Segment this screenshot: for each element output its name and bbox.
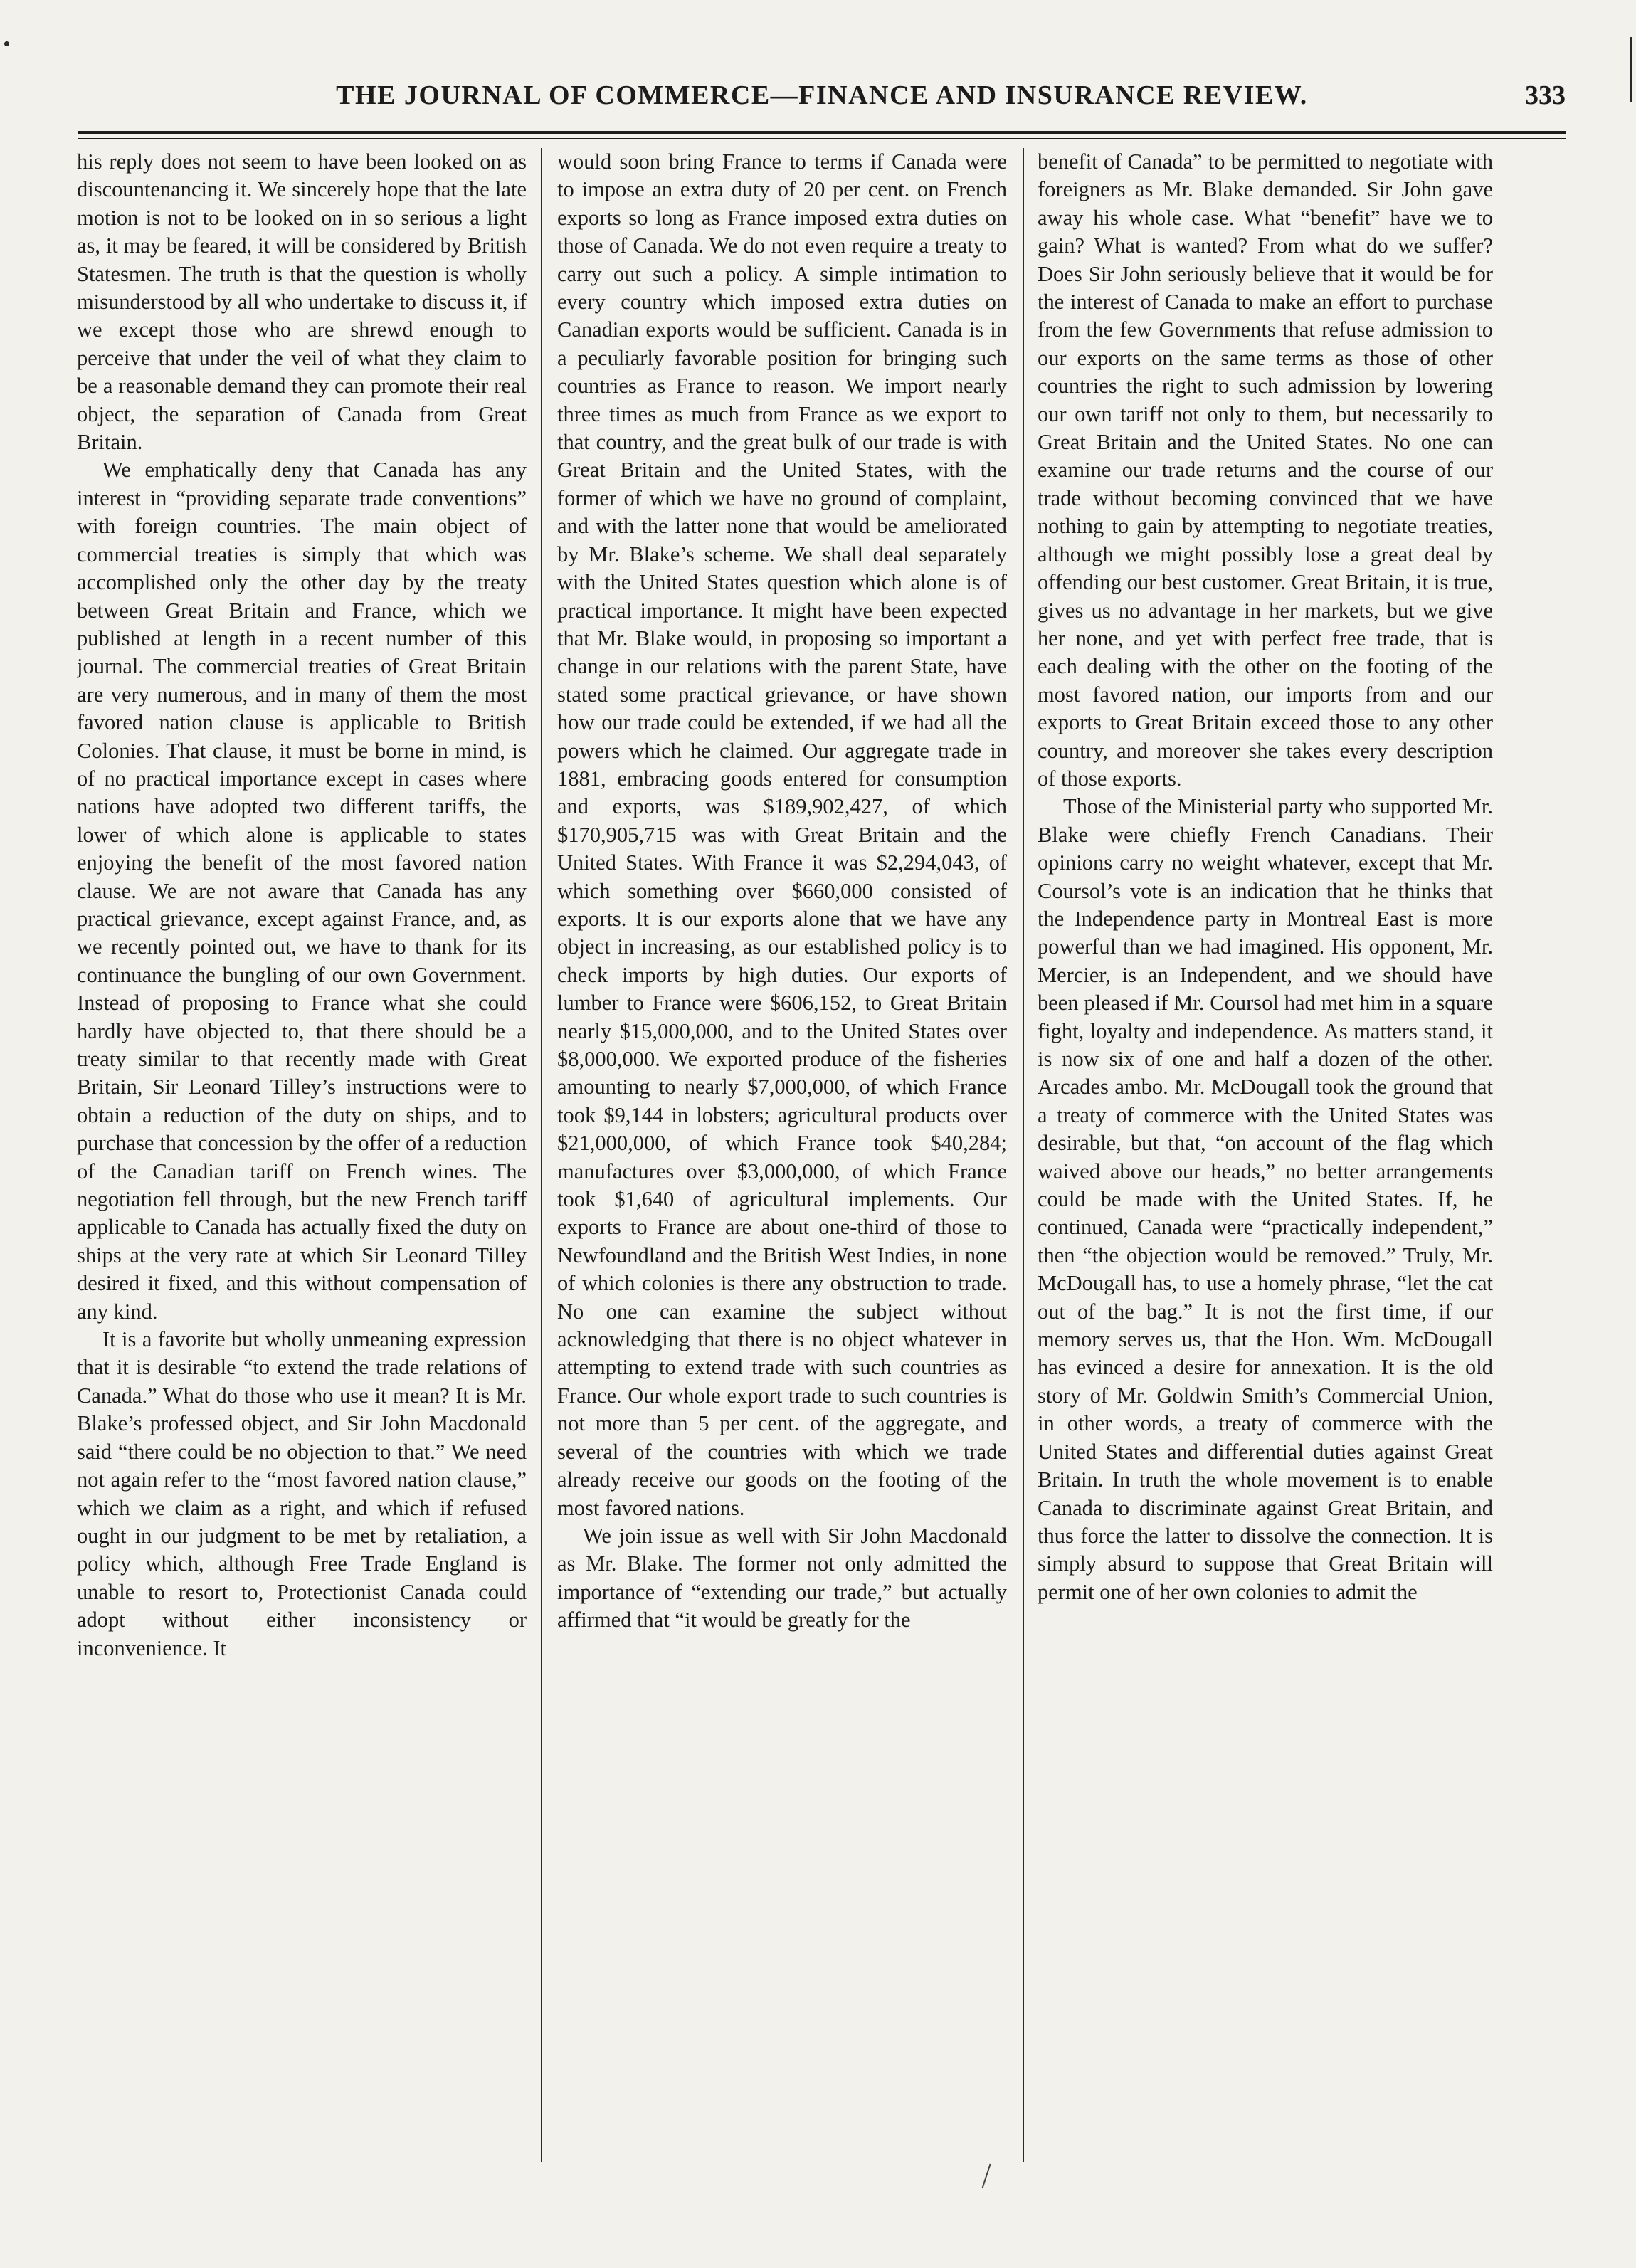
text-column-3 [1038, 148, 1493, 2169]
running-head: THE JOURNAL OF COMMERCE—FINANCE AND INSURANCE REVIEW. [336, 80, 1308, 110]
paragraph: We emphatically deny that Canada has any interest in “providing separate trade conventions” with foreign countries. The main object of commercial treaties is simply that which was accomplished only the other day by the treaty between Great Britain and France, which we published at length in a recent number of this journal. The commercial treaties of Great Britain are very numerous, and in many of them the most favored nation clause is applicable to British Colonies. That clause, it must be borne in mind, is of no practical importance except in cases where nations have adopted two different tariffs, the lower of which alone is applicable to states enjoying the benefit of the most favored nation clause. We are not aware that Canada has any practical grievance, except against France, and, as we recently pointed out, we have to thank for its continuance the bungling of our own Government. Instead of proposing to France what she could hardly have objected to, that there should be a treaty similar to that recently made with Great Britain, Sir Leonard Tilley’s instructions were to obtain a reduction of the duty on ships, and to purchase that concession by the offer of a reduction of the Canadian tariff on French wines. The negotiation fell through, but the new French tariff applicable to Canada has actually fixed the duty on ships at the very rate at which Sir Leonard Tilley desired it fixed, and this without compensation of any kind. [77, 458, 527, 1324]
paragraph: We join issue as well with Sir John Macdonald as Mr. Blake. The former not only admitted the importance of “extending our trade,” but actually affirmed that “it would be greatly for the [557, 1523, 1007, 1633]
paragraph: would soon bring France to terms if Canada were to impose an extra duty of 20 per cent. on French exports so long as France imposed extra duties on those of Canada. We do not even require a treaty to carry out such a policy. A simple intimation to every country which imposed extra duties on Canadian exports would be sufficient. Canada is in a peculiarly favorable position for bringing such countries as France to reason. We import nearly three times as much from France as we export to that country, and the great bulk of our trade is with Great Britain and the United States, with the former of which we have no ground of complaint, and with the latter none that would be ameliorated by Mr. Blake’s scheme. We shall deal separately with the United States question which alone is of practical importance. It might have been expected that Mr. Blake would, in proposing so important a change in our relations with the parent State, have stated some practical grievance, or have shown how our trade could be extended, if we had all the powers which he claimed. Our aggregate trade in 1881, embracing goods entered for consumption and exports, was $189,902,427, of which $170,905,715 was with Great Britain and the United States. With France it was $2,294,043, of which something over $660,000 consisted of exports. It is our exports alone that we have any object in increasing, as our established policy is to check imports by high duties. Our exports of lumber to France were $606,152, to Great Britain nearly $15,000,000, and to the United States over $8,000,000. We exported produce of the fisheries amounting to nearly $7,000,000, of which France took $9,144 in lobsters; agricultural products over $21,000,000, of which France took $40,284; manufactures over $3,000,000, of which France took $1,640 of agricultural implements. Our exports to France are about one-third of those to Newfoundland and the British West Indies, in none of which colonies is there any obstruction to trade. No one can examine the subject without acknowledging that there is no object whatever in attempting to extend trade with such countries as France. Our whole export trade to such countries is not more than 5 per cent. of the aggregate, and several of the countries with which we trade already receive our goods on the footing of the most favored nations. [557, 149, 1007, 1520]
page-edge-mark [1630, 37, 1632, 102]
paragraph: benefit of Canada” to be permitted to negotiate with foreigners as Mr. Blake demanded. Sir John gave away his whole case. What “benefit” have we to gain? What is wanted? From what do we suffer? Does Sir John seriously believe that it would be for the interest of Canada to make an effort to purchase from the few Governments that refuse admission to our exports on the same terms as those of other countries the right to such admission by lowering our own tariff not only to them, but necessarily to Great Britain and the United States. No one can examine our trade returns and the course of our trade without becoming convinced that we have nothing to gain by attempting to negotiate treaties, although we might possibly lose a great deal by offending our best customer. Great Britain, it is true, gives us no advantage in her markets, but we give her none, and yet with perfect free trade, that is each dealing with the other on the footing of the most favored nation, our imports from and our exports to Great Britain exceed those to any other country, and moreover she takes every description of those exports. [1038, 149, 1493, 791]
paragraph: his reply does not seem to have been looked on as discountenancing it. We sincerely hope that the late motion is not to be looked on in so serious a light as, it may be feared, it will be considered by British Statesmen. The truth is that the question is wholly misunderstood by all who undertake to discuss it, if we except those who are shrewd enough to perceive that under the veil of what they claim to be a reasonable demand they can promote their real object, the separation of Canada from Great Britain. [77, 149, 527, 455]
page-number: 333 [1525, 80, 1566, 110]
column-divider [1023, 148, 1024, 2162]
paragraph: It is a favorite but wholly unmeaning expression that it is desirable “to extend the trade relations of Canada.” What do those who use it mean? It is Mr. Blake’s professed object, and Sir John Macdonald said “there could be no objection to that.” We need not again refer to the “most favored nation clause,” which we claim as a right, and which if refused ought in our judgment to be met by retaliation, a policy which, although Free Trade England is unable to resort to, Protectionist Canada could adopt without either inconsistency or inconvenience. It [77, 1327, 527, 1660]
header-rule-thin [78, 138, 1566, 139]
column-divider [541, 148, 542, 2162]
margin-dot [4, 41, 9, 46]
text-column-1 [77, 148, 527, 2169]
header-rule [78, 131, 1566, 134]
paragraph: Those of the Ministerial party who supported Mr. Blake were chiefly French Canadians. Their opinions carry no weight whatever, except that Mr. Coursol’s vote is an indication that he thinks that the Independence party in Montreal East is more powerful than we had imagined. His opponent, Mr. Mercier, is an Independent, and we should have been pleased if Mr. Coursol had met him in a square fight, loyalty and independence. As matters stand, it is now six of one and half a dozen of the other. Arcades ambo. Mr. McDougall took the ground that a treaty of commerce with the United States was desirable, but that, “on account of the flag which waived above our heads,” no better arrangements could be made with the United States. If, he continued, Canada were “practically independent,” then “the objection would be removed.” Truly, Mr. McDougall has, to use a homely phrase, “let the cat out of the bag.” It is not the first time, if our memory serves us, that the Hon. Wm. McDougall has evinced a desire for annexation. It is the old story of Mr. Goldwin Smith’s Commercial Union, in other words, a treaty of commerce with the United States and differential duties against Great Britain. In truth the whole movement is to enable Canada to discriminate against Great Britain, and thus force the latter to dissolve the connection. It is simply absurd to suppose that Great Britain will permit one of her own colonies to admit the [1038, 794, 1493, 1604]
page-header [78, 80, 1566, 130]
text-column-2 [557, 148, 1007, 2169]
